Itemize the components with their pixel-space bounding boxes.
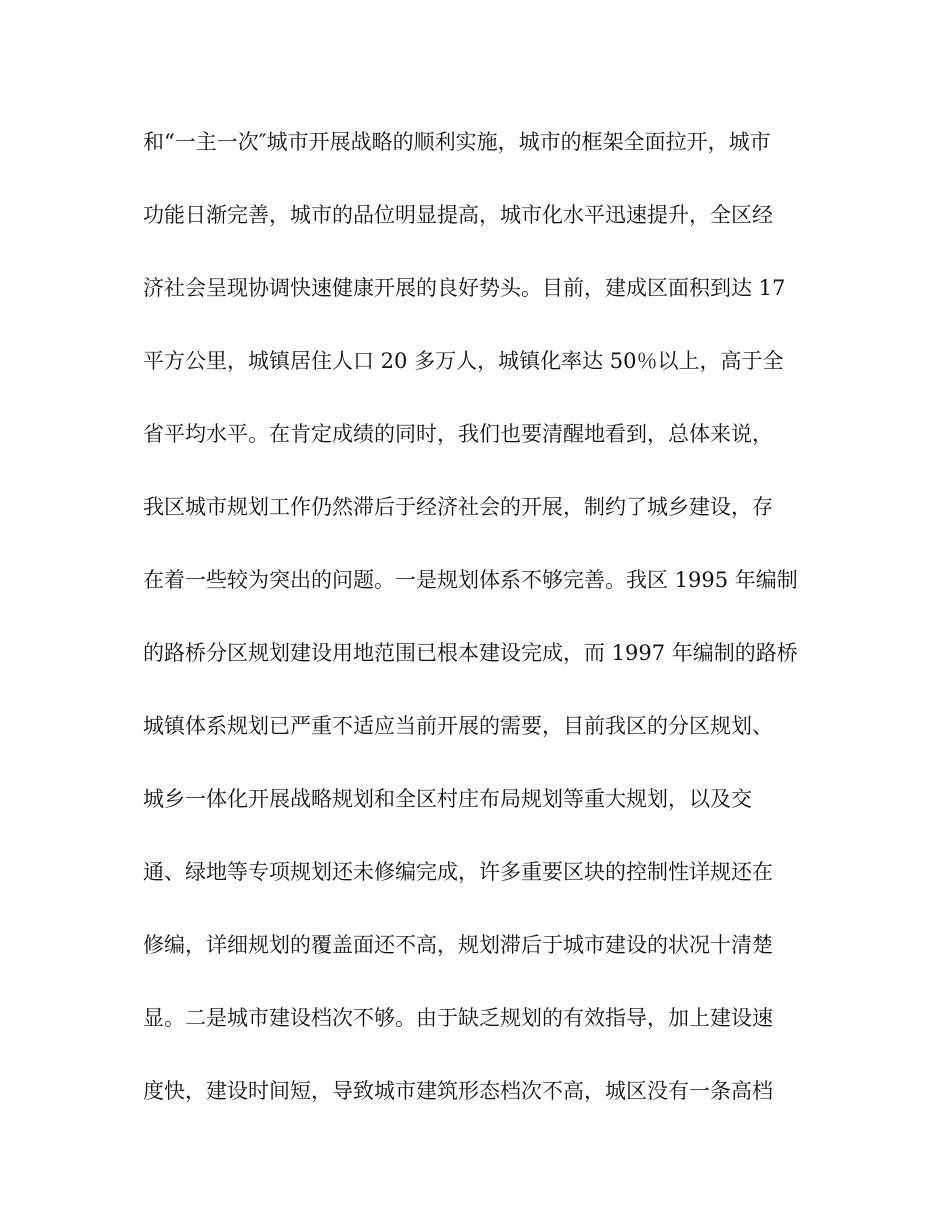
text-line: 的路桥分区规划建设用地范围已根本建设完成，而 1997 年编制的路桥	[143, 641, 798, 665]
text-line: 省平均水平。在肯定成绩的同时，我们也要清醒地看到，总体来说，	[143, 422, 773, 446]
text-line: 城乡一体化开展战略规划和全区村庄布局规划等重大规划，以及交	[143, 787, 752, 811]
text-line: 平方公里，城镇居住人口 20 多万人，城镇化率达 50％以上，高于全	[143, 349, 784, 373]
text-line: 度快，建设时间短，导致城市建筑形态档次不高，城区没有一条高档	[143, 1079, 773, 1103]
text-line: 和“一主一次″城市开展战略的顺利实施，城市的框架全面拉开，城市	[143, 130, 771, 154]
text-line: 在着一些较为突出的问题。一是规划体系不够完善。我区 1995 年编制	[143, 568, 798, 592]
text-line: 济社会呈现协调快速健康开展的良好势头。目前，建成区面积到达 17	[143, 276, 786, 300]
text-line: 通、绿地等专项规划还未修编完成，许多重要区块的控制性详规还在	[143, 860, 773, 884]
text-line: 显。二是城市建设档次不够。由于缺乏规划的有效指导，加上建设速	[143, 1006, 773, 1030]
text-line: 城镇体系规划已严重不适应当前开展的需要，目前我区的分区规划、	[143, 714, 773, 738]
text-line: 功能日渐完善，城市的品位明显提高，城市化水平迅速提升，全区经	[143, 203, 773, 227]
text-line: 我区城市规划工作仍然滞后于经济社会的开展，制约了城乡建设，存	[143, 495, 773, 519]
text-line: 修编，详细规划的覆盖面还不高，规划滞后于城市建设的状况十清楚	[143, 933, 773, 957]
